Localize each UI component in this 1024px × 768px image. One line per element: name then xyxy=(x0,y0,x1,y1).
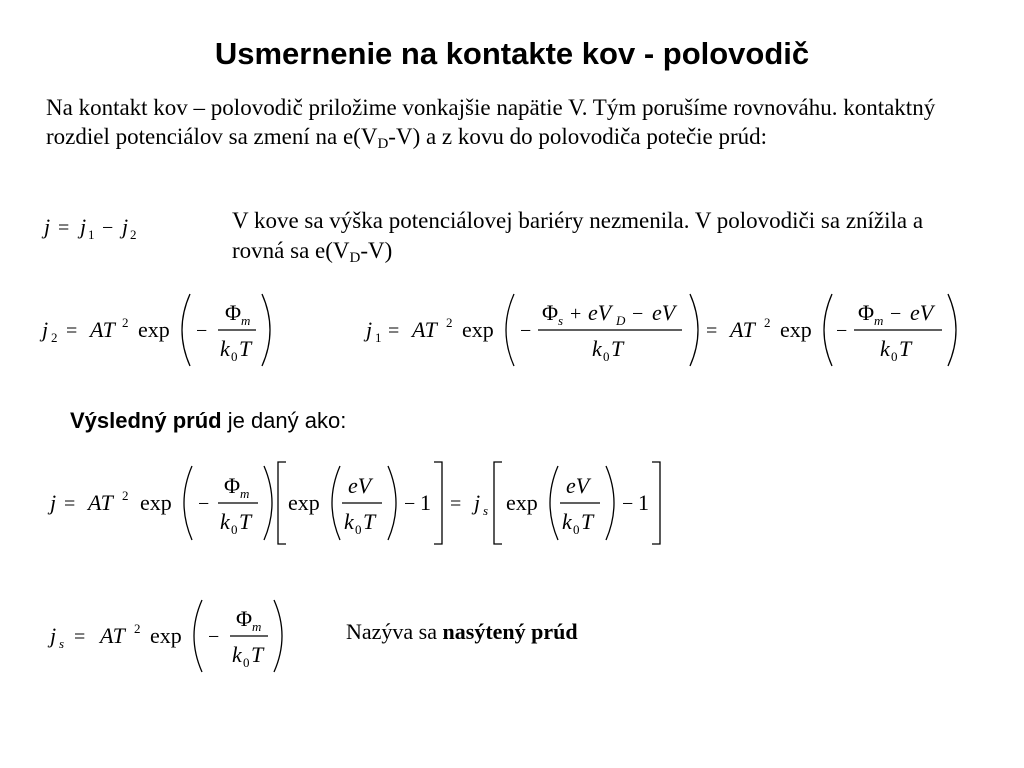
svg-text:k: k xyxy=(232,642,242,667)
svg-text:T: T xyxy=(899,336,912,361)
svg-text:T: T xyxy=(251,642,264,667)
svg-text:exp: exp xyxy=(288,490,320,515)
svg-text:0: 0 xyxy=(603,349,610,364)
svg-text:eV: eV xyxy=(348,473,372,498)
svg-text:m: m xyxy=(874,313,884,328)
svg-text:eV: eV xyxy=(566,473,590,498)
svg-text:2: 2 xyxy=(51,330,58,345)
svg-text:=: = xyxy=(66,320,78,342)
barrier-note-subscript: D xyxy=(349,250,361,266)
barrier-note xyxy=(232,206,952,273)
svg-text:s: s xyxy=(483,503,489,518)
result-caption-bold: Výsledný prúd xyxy=(70,408,222,433)
svg-text:exp: exp xyxy=(462,317,494,342)
intro-paragraph xyxy=(46,93,996,159)
svg-text:T: T xyxy=(239,509,252,534)
barrier-note-text-2: -V) xyxy=(360,238,393,263)
svg-text:eV: eV xyxy=(652,300,676,325)
svg-text:j: j xyxy=(42,317,49,342)
svg-text:m: m xyxy=(252,619,262,634)
svg-text:0: 0 xyxy=(891,349,898,364)
svg-text:exp: exp xyxy=(150,623,182,648)
svg-text:1: 1 xyxy=(420,490,431,515)
svg-text:2: 2 xyxy=(134,621,141,636)
equation-j2 xyxy=(42,290,282,370)
svg-text:0: 0 xyxy=(573,522,580,537)
svg-text:−: − xyxy=(890,303,902,325)
svg-text:1: 1 xyxy=(638,490,649,515)
svg-text:=: = xyxy=(450,493,462,515)
svg-text:exp: exp xyxy=(506,490,538,515)
intro-text-1: Na kontakt kov – polovodič priložime vonkajšie napätie V. Tým porušíme rovnováhu. kontaktný rozdiel potenciálov sa zmení na e(V xyxy=(46,95,936,149)
barrier-note-text-1: V kove sa výška potenciálovej bariéry nezmenila. V polovodiči sa znížila a rovná sa e(V xyxy=(232,208,924,263)
svg-text:exp: exp xyxy=(140,490,172,515)
svg-text:j: j xyxy=(50,490,57,515)
svg-text:AT: AT xyxy=(90,317,115,342)
svg-text:1: 1 xyxy=(88,227,95,242)
svg-text:m: m xyxy=(241,313,251,328)
svg-text:2: 2 xyxy=(764,315,771,330)
saturation-note xyxy=(346,619,578,645)
svg-text:=: = xyxy=(388,320,400,342)
result-caption xyxy=(70,408,346,434)
svg-text:0: 0 xyxy=(231,522,238,537)
svg-text:exp: exp xyxy=(138,317,170,342)
equation-j-sum-svg xyxy=(44,210,164,242)
svg-text:AT: AT xyxy=(730,317,755,342)
svg-text:−: − xyxy=(520,320,532,342)
svg-text:T: T xyxy=(363,509,376,534)
svg-text:s: s xyxy=(59,636,65,651)
svg-text:k: k xyxy=(220,336,230,361)
svg-text:−: − xyxy=(196,320,208,342)
svg-text:T: T xyxy=(611,336,624,361)
svg-text:−: − xyxy=(836,320,848,342)
equation-j-sum xyxy=(44,210,164,242)
svg-text:−: − xyxy=(632,303,644,325)
svg-text:AT: AT xyxy=(412,317,437,342)
svg-text:=: = xyxy=(58,217,70,239)
equation-j-total xyxy=(50,460,670,546)
svg-text:−: − xyxy=(198,493,210,515)
svg-text:−: − xyxy=(208,626,220,648)
svg-text:T: T xyxy=(581,509,594,534)
svg-text:s: s xyxy=(558,313,564,328)
slide-title: Usmernenie na kontakte kov - polovodič xyxy=(214,36,810,71)
svg-text:2: 2 xyxy=(130,227,137,242)
svg-text:j: j xyxy=(50,623,57,648)
svg-text:Φ: Φ xyxy=(224,473,241,498)
svg-text:=: = xyxy=(74,626,86,648)
svg-text:2: 2 xyxy=(446,315,453,330)
svg-text:exp: exp xyxy=(780,317,812,342)
svg-text:0: 0 xyxy=(231,349,238,364)
intro-text-2: -V) a z kovu do polovodiča potečie prúd: xyxy=(388,124,768,149)
equation-j1-svg xyxy=(366,290,966,370)
svg-text:−: − xyxy=(622,493,634,515)
svg-text:=: = xyxy=(64,493,76,515)
equation-js-svg xyxy=(50,596,300,676)
svg-text:k: k xyxy=(562,509,572,534)
svg-text:k: k xyxy=(344,509,354,534)
svg-text:T: T xyxy=(239,336,252,361)
equation-js xyxy=(50,596,300,676)
result-caption-rest: je daný ako: xyxy=(221,408,347,433)
svg-text:j: j xyxy=(122,214,129,239)
equation-j-total-svg xyxy=(50,460,670,546)
equation-j1 xyxy=(366,290,966,370)
svg-text:j: j xyxy=(44,214,51,239)
svg-text:eV: eV xyxy=(910,300,934,325)
svg-text:Φ: Φ xyxy=(225,300,242,325)
svg-text:Φ: Φ xyxy=(542,300,559,325)
svg-text:j: j xyxy=(366,317,373,342)
intro-subscript: D xyxy=(377,136,389,152)
svg-text:+: + xyxy=(570,303,582,325)
svg-text:2: 2 xyxy=(122,315,129,330)
equation-j2-svg xyxy=(42,290,282,370)
svg-text:−: − xyxy=(102,217,114,239)
svg-text:k: k xyxy=(220,509,230,534)
svg-text:Φ: Φ xyxy=(858,300,875,325)
svg-text:eV: eV xyxy=(588,300,612,325)
saturation-note-prefix: Nazýva sa xyxy=(346,619,443,644)
saturation-note-bold: nasýtený prúd xyxy=(442,619,578,644)
svg-text:=: = xyxy=(706,320,718,342)
svg-text:m: m xyxy=(240,486,250,501)
svg-text:j: j xyxy=(474,490,481,515)
svg-text:0: 0 xyxy=(355,522,362,537)
svg-text:1: 1 xyxy=(375,330,382,345)
svg-text:Φ: Φ xyxy=(236,606,253,631)
svg-text:k: k xyxy=(592,336,602,361)
svg-text:−: − xyxy=(404,493,416,515)
svg-text:AT: AT xyxy=(88,490,113,515)
svg-text:2: 2 xyxy=(122,488,129,503)
svg-text:AT: AT xyxy=(100,623,125,648)
svg-text:k: k xyxy=(880,336,890,361)
svg-text:D: D xyxy=(616,313,626,328)
svg-text:0: 0 xyxy=(243,655,250,670)
svg-text:j: j xyxy=(80,214,87,239)
